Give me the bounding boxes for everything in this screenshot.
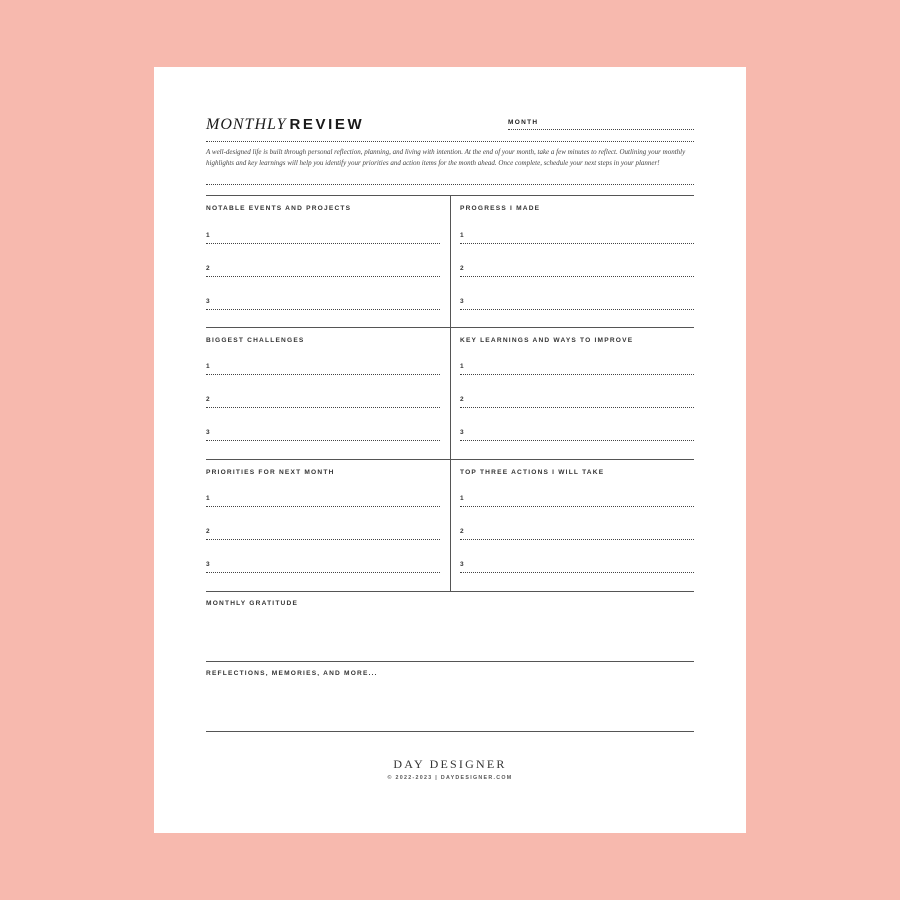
entry-line-3[interactable]: [206, 572, 440, 573]
section-label: REFLECTIONS, MEMORIES, AND MORE...: [206, 670, 378, 677]
entry-line-1[interactable]: [460, 243, 694, 244]
entry-line-3[interactable]: [460, 440, 694, 441]
section-label: PROGRESS I MADE: [460, 205, 541, 212]
item-number: 3: [206, 561, 210, 568]
item-number: 3: [460, 429, 464, 436]
entry-line-1[interactable]: [460, 506, 694, 507]
entry-line-1[interactable]: [206, 374, 440, 375]
item-number: 3: [460, 561, 464, 568]
item-number: 3: [206, 298, 210, 305]
entry-line-2[interactable]: [460, 276, 694, 277]
section-label: KEY LEARNINGS AND WAYS TO IMPROVE: [460, 337, 634, 344]
grid-line-bottom: [206, 591, 694, 592]
item-number: 1: [460, 363, 464, 370]
header-divider-bottom: [206, 184, 694, 185]
month-label: MONTH: [508, 119, 539, 126]
entry-line-3[interactable]: [206, 309, 440, 310]
entry-line-1[interactable]: [206, 506, 440, 507]
item-number: 2: [460, 396, 464, 403]
entry-line-3[interactable]: [460, 572, 694, 573]
item-number: 2: [206, 265, 210, 272]
grid-vertical-divider: [450, 195, 451, 591]
item-number: 3: [460, 298, 464, 305]
item-number: 2: [460, 265, 464, 272]
entry-line-2[interactable]: [460, 407, 694, 408]
entry-line-2[interactable]: [206, 407, 440, 408]
entry-line-2[interactable]: [460, 539, 694, 540]
item-number: 1: [206, 495, 210, 502]
item-number: 1: [460, 495, 464, 502]
item-number: 2: [460, 528, 464, 535]
entry-line-2[interactable]: [206, 539, 440, 540]
brand-logo: DAY DESIGNER: [393, 757, 507, 771]
entry-line-3[interactable]: [460, 309, 694, 310]
entry-line-1[interactable]: [206, 243, 440, 244]
gratitude-writing-area[interactable]: [206, 612, 694, 660]
item-number: 1: [206, 363, 210, 370]
entry-line-1[interactable]: [460, 374, 694, 375]
entry-line-2[interactable]: [206, 276, 440, 277]
month-field[interactable]: [508, 129, 694, 130]
item-number: 1: [460, 232, 464, 239]
section-label: MONTHLY GRATITUDE: [206, 600, 299, 607]
section-label: TOP THREE ACTIONS I WILL TAKE: [460, 469, 605, 476]
section-label: BIGGEST CHALLENGES: [206, 337, 305, 344]
page-title: [206, 116, 364, 138]
planner-page: [154, 67, 746, 833]
item-number: 3: [206, 429, 210, 436]
section-label: NOTABLE EVENTS AND PROJECTS: [206, 205, 352, 212]
gratitude-bottom-line: [206, 661, 694, 662]
header-divider-top: [206, 141, 694, 142]
copyright-text: © 2022-2023 | DAYDESIGNER.COM: [387, 775, 513, 781]
title-italic: MONTHLY: [206, 116, 287, 133]
item-number: 1: [206, 232, 210, 239]
reflections-bottom-line: [206, 731, 694, 732]
item-number: 2: [206, 528, 210, 535]
item-number: 2: [206, 396, 210, 403]
title-bold: REVIEW: [289, 116, 365, 133]
section-label: PRIORITIES FOR NEXT MONTH: [206, 469, 335, 476]
intro-text: A well-designed life is built through personal reflection, planning, and living with intention. At the end of your month, take a few minutes to reflect. Outlining your monthly highlights and key learnings will help you identify your priorities and action items for the month ahead. Once complete, schedule your next steps in your planner!: [206, 148, 686, 167]
entry-line-3[interactable]: [206, 440, 440, 441]
reflections-writing-area[interactable]: [206, 682, 694, 730]
